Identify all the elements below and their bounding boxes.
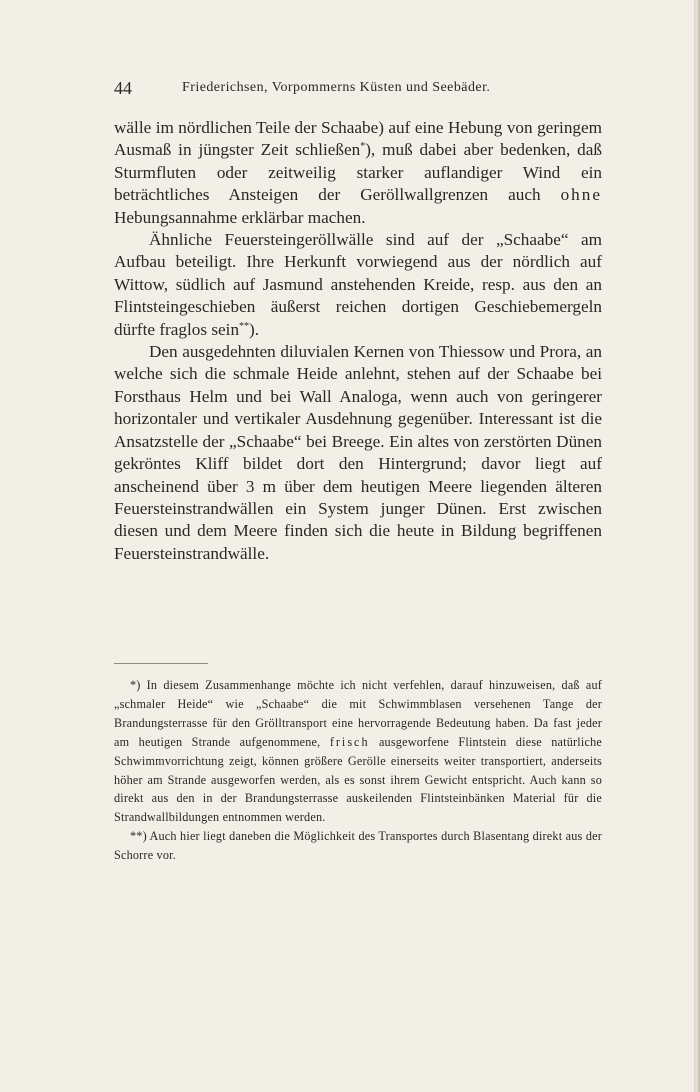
- paragraph-3: Den ausgedehnten diluvialen Kernen von Thiessow und Prora, an welche sich die schmale Heide anlehnt, stehen auf der Schaabe bei Forsthaus Helm und bei Wall Analoga, wenn auch von geringerer horizontaler und vertikaler Ausdehnung gegenüber. Interessant ist die Ansatzstelle der „Schaabe“ bei Breege. Ein altes von zerstörten Dünen gekröntes Kliff bildet dort den Hintergrund; davor liegt auf anscheinend über 3 m über dem heutigen Meere liegenden älteren Feuersteinstrandwällen ein System junger Dünen. Erst zwischen diesen und dem Meere finden sich die heute in Bildung begriffenen Feuersteinstrandwälle.: [114, 342, 602, 563]
- paragraph-2: [114, 229, 602, 341]
- footnote-1-text-a: *) In diesem Zusammenhange möchte ich nicht verfehlen, darauf hinzuweisen, daß auf „schmaler Heide“ wie „Schaabe“ die mit Schwimmblasen versehenen Tange der Brandungsterrasse für den Grölltransport eine hervorragende Bedeutung haben. Da fast jeder am heutigen Strande aufgenommene,: [114, 678, 602, 749]
- footnote-1: [114, 676, 602, 827]
- body-text: [114, 117, 602, 565]
- paragraph-1: [114, 117, 602, 229]
- paragraph-1-text-c: Hebungsannahme erklärbar machen.: [114, 207, 366, 227]
- footnotes: [114, 676, 602, 865]
- page-number: 44: [114, 78, 132, 98]
- paragraph-1-text-a: wälle im nördlichen Teile der Schaabe) auf eine Hebung von geringem Ausmaß in jüngster Zeit schließen: [114, 118, 602, 160]
- footnote-divider: [114, 663, 208, 664]
- paragraph-2-text-b: ).: [249, 319, 260, 339]
- paragraph-1-emphasis: ohne: [560, 185, 602, 205]
- running-title: Friederichsen, Vorpommerns Küsten und Seebäder.: [182, 80, 491, 95]
- footnote-ref-1: *: [360, 141, 366, 153]
- footnote-1-text-b: ausgeworfene Flintstein diese natürliche Schwimmvorrichtung zeigt, können größere Gerölle einerseits weiter transportiert, anderseits höher am Strande ausgeworfen werden, als es sonst ihrem Gewicht entspricht. Auch kann so direkt aus den in der Brandungsterrasse auskeilenden Flintsteinbänken Material für die Strandwallbildungen entnommen werden.: [114, 734, 602, 825]
- footnote-2: **) Auch hier liegt daneben die Möglichkeit des Transportes durch Blasentang direkt aus der Schorre vor.: [114, 829, 602, 863]
- footnote-1-emphasis: frisch: [329, 734, 370, 749]
- page-header: [114, 78, 602, 100]
- page-edge: [694, 0, 700, 1092]
- footnote-ref-2: **: [239, 320, 250, 332]
- paragraph-2-text-a: Ähnliche Feuersteingeröllwälle sind auf der „Schaabe“ am Aufbau beteiligt. Ihre Herkunft vorwiegend aus der nördlich auf Wittow, südlich auf Jasmund anstehenden Kreide, resp. aus den an Flintsteingeschieben äußerst reichen dortigen Geschiebemergeln dürfte fraglos sein: [114, 230, 602, 339]
- paragraph-1-text-b: ), muß dabei aber bedenken, daß Sturmfluten oder zeitweilig starker auflandiger Wind ein beträchtliches Ansteigen der Geröllwallgrenzen auch: [114, 140, 602, 205]
